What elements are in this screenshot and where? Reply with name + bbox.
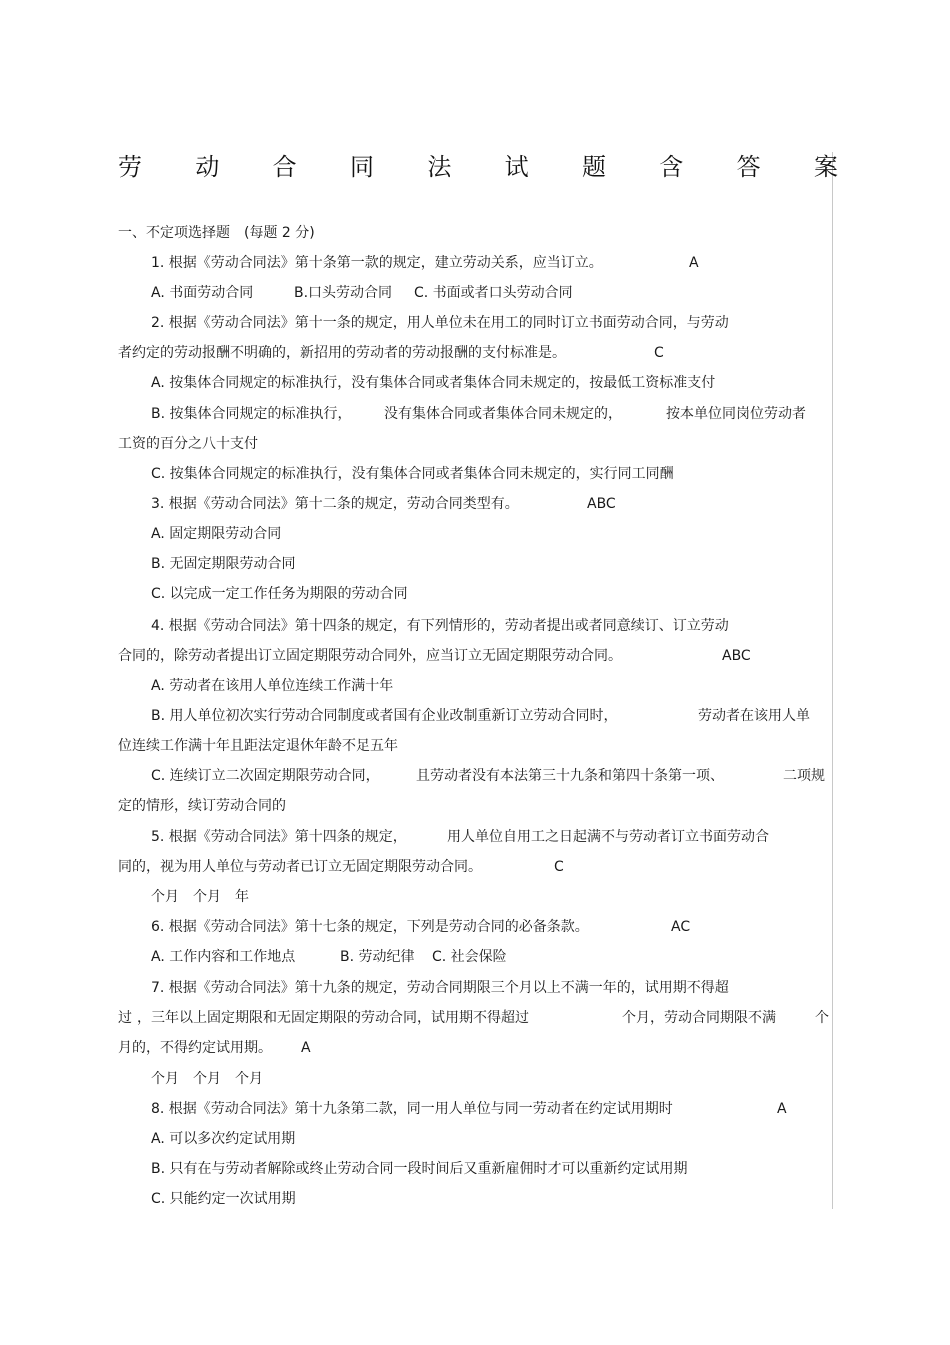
answer-8: A (777, 1101, 787, 1117)
answer-1: A (689, 255, 699, 271)
question-5-line-2: 同的，视为用人单位与劳动者已订立无固定期限劳动合同。 (118, 859, 482, 875)
q2-option-b-line-2: 工资的百分之八十支付 (118, 436, 258, 452)
question-7-line-2-part-1: 过 (118, 1010, 132, 1026)
title-char: 合 (272, 153, 297, 181)
title-char: 含 (659, 153, 684, 181)
q2-option-b-part-3: 按本单位同岗位劳动者 (666, 406, 806, 422)
q8-option-a: A. 可以多次约定试用期 (151, 1131, 296, 1147)
question-7-line-1: 7. 根据《劳动合同法》第十九条的规定，劳动合同期限三个月以上不满一年的，试用期不得超 (151, 980, 729, 996)
question-7-line-2-part-4: 个 (815, 1010, 829, 1026)
right-margin-rule (832, 152, 833, 1209)
question-3: 3. 根据《劳动合同法》第十二条的规定，劳动合同类型有。 (151, 496, 519, 512)
q6-option-a: A. 工作内容和工作地点 (151, 949, 296, 965)
answer-7: A (301, 1040, 311, 1056)
q6-option-b: B. 劳动纪律 (340, 949, 415, 965)
question-7-line-3: 月的，不得约定试用期。 (118, 1040, 272, 1056)
q4-option-c-part-1: C. 连续订立二次固定期限劳动合同， (151, 768, 380, 784)
question-7-line-2-part-2: ，三年以上固定期限和无固定期限的劳动合同，试用期不得超过 (137, 1010, 529, 1026)
q2-option-c: C. 按集体合同规定的标准执行，没有集体合同或者集体合同未规定的，实行同工同酬 (151, 466, 674, 482)
answer-5: C (554, 859, 564, 875)
question-2-line-1: 2. 根据《劳动合同法》第十一条的规定，用人单位未在用工的同时订立书面劳动合同，与劳动 (151, 315, 729, 331)
q4-option-b-part-2: 劳动者在该用人单 (698, 708, 810, 724)
q1-option-c: C. 书面或者口头劳动合同 (414, 285, 573, 301)
question-4-line-1: 4. 根据《劳动合同法》第十四条的规定，有下列情形的，劳动者提出或者同意续订、订立劳动 (151, 618, 729, 634)
title-char: 答 (736, 153, 761, 181)
answer-3: ABC (587, 496, 616, 512)
q2-option-b-part-2: 没有集体合同或者集体合同未规定的， (384, 406, 622, 422)
answer-6: AC (671, 919, 691, 935)
title-char: 法 (427, 153, 452, 181)
q1-option-b: B.口头劳动合同 (294, 285, 393, 301)
q2-option-a: A. 按集体合同规定的标准执行，没有集体合同或者集体合同未规定的，按最低工资标准支付 (151, 375, 716, 391)
section-heading: 一、不定项选择题 (每题 2 分) (118, 225, 315, 241)
q4-option-c-part-3: 二项规 (783, 768, 825, 784)
question-1: 1. 根据《劳动合同法》第十条第一款的规定，建立劳动关系，应当订立。 (151, 255, 603, 271)
q4-option-c-line-2: 定的情形，续订劳动合同的 (118, 798, 286, 814)
question-6: 6. 根据《劳动合同法》第十七条的规定，下列是劳动合同的必备条款。 (151, 919, 589, 935)
question-5-part-1: 5. 根据《劳动合同法》第十四条的规定， (151, 829, 407, 845)
answer-4: ABC (722, 648, 751, 664)
question-7-line-2-part-3: 个月，劳动合同期限不满 (622, 1010, 776, 1026)
q7-options: 个月 个月 个月 (151, 1071, 263, 1087)
title-char: 试 (504, 153, 529, 181)
q4-option-b-part-1: B. 用人单位初次实行劳动合同制度或者国有企业改制重新订立劳动合同时， (151, 708, 618, 724)
answer-2: C (654, 345, 664, 361)
title-char: 动 (195, 153, 220, 181)
q3-option-b: B. 无固定期限劳动合同 (151, 556, 296, 572)
q1-option-a: A. 书面劳动合同 (151, 285, 254, 301)
q4-option-a: A. 劳动者在该用人单位连续工作满十年 (151, 678, 394, 694)
q4-option-c-part-2: 且劳动者没有本法第三十九条和第四十条第一项、 (416, 768, 724, 784)
question-8: 8. 根据《劳动合同法》第十九条第二款，同一用人单位与同一劳动者在约定试用期时 (151, 1101, 673, 1117)
q8-option-b: B. 只有在与劳动者解除或终止劳动合同一段时间后又重新雇佣时才可以重新约定试用期 (151, 1161, 688, 1177)
q4-option-b-line-2: 位连续工作满十年且距法定退休年龄不足五年 (118, 738, 398, 754)
q8-option-c: C. 只能约定一次试用期 (151, 1191, 296, 1207)
q2-option-b-part-1: B. 按集体合同规定的标准执行， (151, 406, 352, 422)
question-5-part-2: 用人单位自用工之日起满不与劳动者订立书面劳动合 (447, 829, 769, 845)
question-4-line-2: 合同的，除劳动者提出订立固定期限劳动合同外，应当订立无固定期限劳动合同。 (118, 648, 622, 664)
title-char: 案 (813, 153, 838, 181)
title-char: 题 (581, 153, 606, 181)
q5-options: 个月 个月 年 (151, 889, 249, 905)
q3-option-a: A. 固定期限劳动合同 (151, 526, 282, 542)
q6-option-c: C. 社会保险 (432, 949, 507, 965)
title-char: 劳 (118, 153, 142, 181)
page-title (118, 150, 838, 184)
q3-option-c: C. 以完成一定工作任务为期限的劳动合同 (151, 586, 408, 602)
title-char: 同 (349, 153, 374, 181)
question-2-line-2: 者约定的劳动报酬不明确的，新招用的劳动者的劳动报酬的支付标准是。 (118, 345, 566, 361)
